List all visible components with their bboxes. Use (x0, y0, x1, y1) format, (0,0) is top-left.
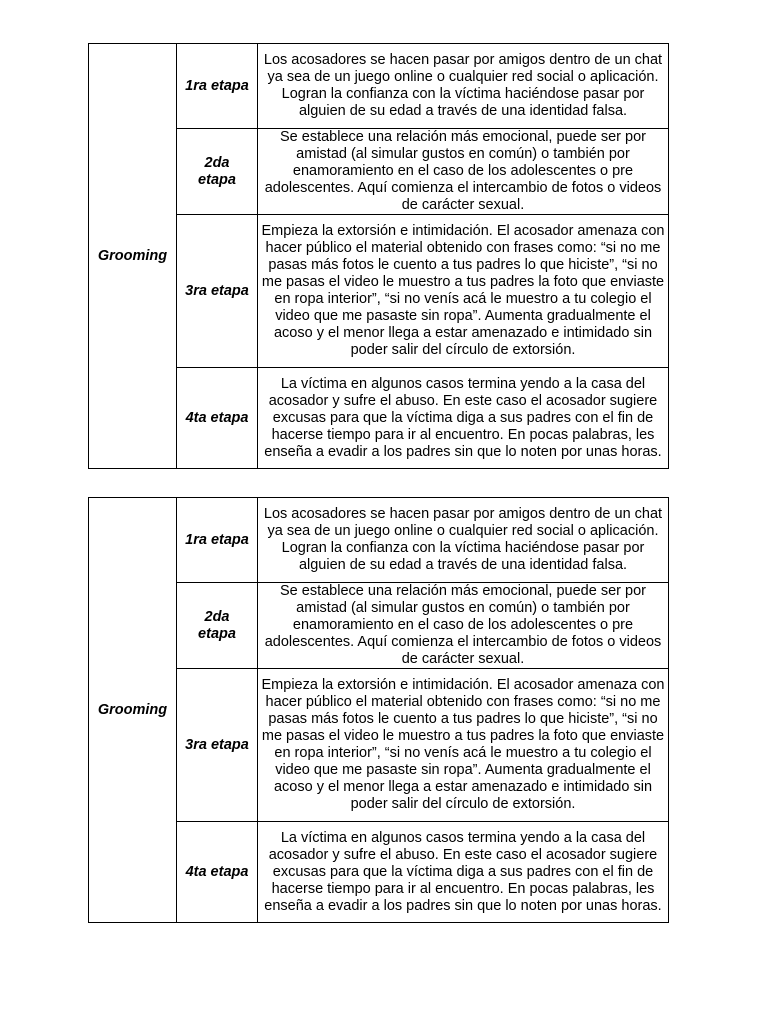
stage-description: La víctima en algunos casos termina yendo a la casa del acosador y sufre el abuso. En este caso el acosador sugiere excusas para que la víctima diga a sus padres con el fin de hacerse tiempo para ir al encuentro. En pocas palabras, les enseña a evadir a los padres sin que lo noten por unas horas. (258, 368, 669, 469)
stage-label-text: 3ra etapa (185, 736, 249, 753)
stage-description: Los acosadores se hacen pasar por amigos dentro de un chat ya sea de un juego online o cualquier red social o aplicación. Logran la confianza con la víctima haciéndose pasar por alguien de su edad a través de una identidad falsa. (258, 498, 669, 583)
stage-label (177, 44, 258, 129)
stage-description: La víctima en algunos casos termina yendo a la casa del acosador y sufre el abuso. En este caso el acosador sugiere excusas para que la víctima diga a sus padres con el fin de hacerse tiempo para ir al encuentro. En pocas palabras, les enseña a evadir a los padres sin que lo noten por unas horas. (258, 822, 669, 923)
stage-label (177, 583, 258, 669)
stage-label (177, 669, 258, 822)
stage-label (177, 215, 258, 368)
stage-description: Se establece una relación más emocional, puede ser por amistad (al simular gustos en común) o también por enamoramiento en el caso de los adolescentes o pre adolescentes. Aquí comienza el intercambio de fotos o videos de carácter sexual. (258, 129, 669, 215)
stage-label (177, 498, 258, 583)
stage-label (177, 129, 258, 215)
topic-label: Grooming (89, 498, 177, 923)
stage-label-text: 2da etapa (198, 154, 236, 188)
stage-description: Empieza la extorsión e intimidación. El acosador amenaza con hacer público el material obtenido con frases como: “si no me pasas más fotos le cuento a tus padres lo que hiciste”, “si no me pasas el video le muestro a tus padres la foto que enviaste en ropa interior”, “si no venís acá le muestro a tu colegio el video que me pasaste sin ropa”. Aumenta gradualmente el acoso y el menor llega a estar amenazado e intimidado sin poder salir del círculo de extorsión. (258, 669, 669, 822)
stage-description: Empieza la extorsión e intimidación. El acosador amenaza con hacer público el material obtenido con frases como: “si no me pasas más fotos le cuento a tus padres lo que hiciste”, “si no me pasas el video le muestro a tus padres la foto que enviaste en ropa interior”, “si no venís acá le muestro a tu colegio el video que me pasaste sin ropa”. Aumenta gradualmente el acoso y el menor llega a estar amenazado e intimidado sin poder salir del círculo de extorsión. (258, 215, 669, 368)
stage-label-text: 1ra etapa (185, 77, 249, 94)
stage-label-text: 2da etapa (198, 608, 236, 642)
stage-label-text: 3ra etapa (185, 282, 249, 299)
stage-label-text: 4ta etapa (185, 863, 249, 880)
stage-label (177, 822, 258, 923)
stage-description: Los acosadores se hacen pasar por amigos dentro de un chat ya sea de un juego online o cualquier red social o aplicación. Logran la confianza con la víctima haciéndose pasar por alguien de su edad a través de una identidad falsa. (258, 44, 669, 129)
topic-label: Grooming (89, 44, 177, 469)
table-row (89, 44, 669, 129)
table-row (89, 498, 669, 583)
stage-description: Se establece una relación más emocional, puede ser por amistad (al simular gustos en común) o también por enamoramiento en el caso de los adolescentes o pre adolescentes. Aquí comienza el intercambio de fotos o videos de carácter sexual. (258, 583, 669, 669)
stage-label (177, 368, 258, 469)
stage-label-text: 4ta etapa (185, 409, 249, 426)
grooming-stages-table (88, 43, 669, 469)
stage-label-text: 1ra etapa (185, 531, 249, 548)
grooming-stages-table (88, 497, 669, 923)
